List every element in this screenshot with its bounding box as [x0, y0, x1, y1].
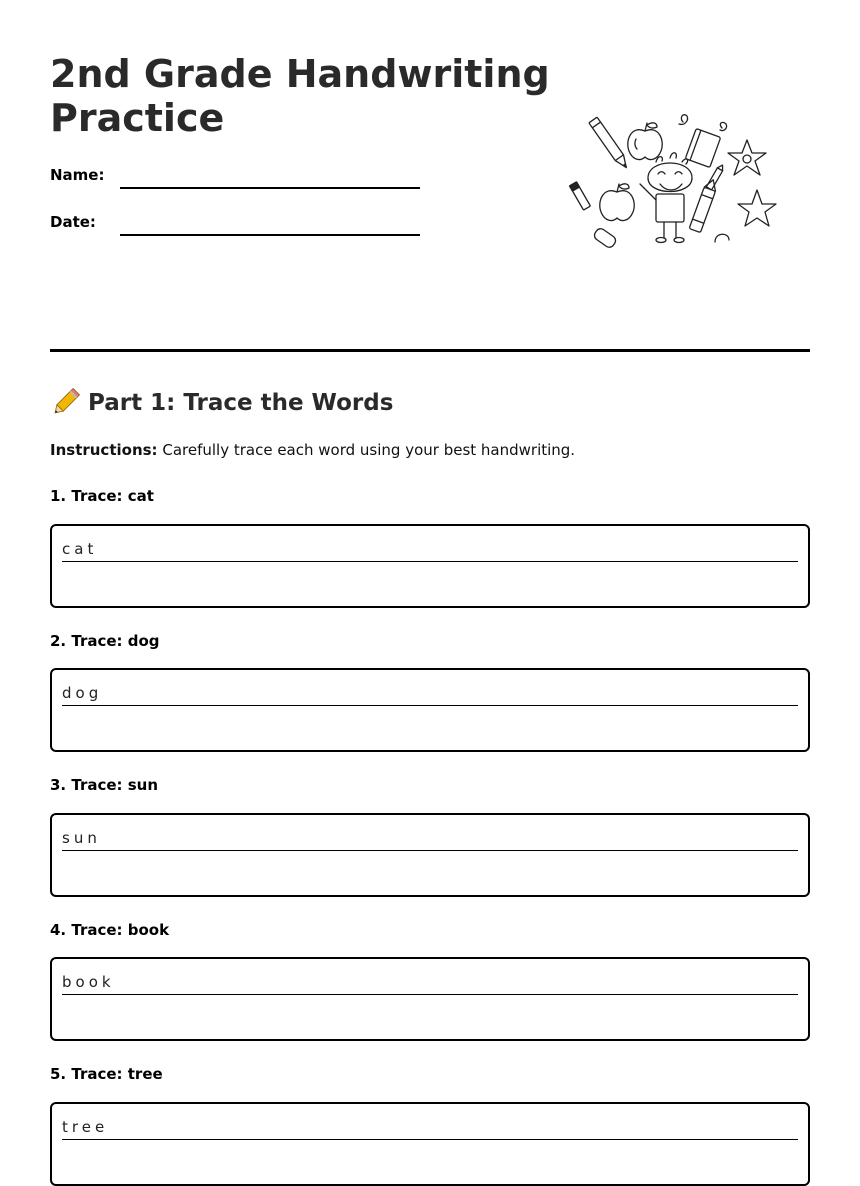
guide-line	[62, 994, 798, 995]
guide-line	[62, 850, 798, 851]
instructions	[50, 441, 575, 459]
instructions-text: Carefully trace each word using your best handwriting.	[162, 441, 576, 459]
trace-word: dog	[62, 684, 103, 702]
trace-item-label: 1. Trace: cat	[50, 487, 154, 505]
guide-line	[62, 705, 798, 706]
trace-word: cat	[62, 540, 98, 558]
instructions-label: Instructions:	[50, 441, 158, 459]
name-label: Name:	[50, 166, 105, 184]
guide-line	[62, 561, 798, 562]
section-divider	[50, 349, 810, 352]
school-doodle-clipart-icon	[565, 108, 780, 268]
trace-word: tree	[62, 1118, 109, 1136]
trace-item-label: 2. Trace: dog	[50, 632, 160, 650]
trace-item-label: 5. Trace: tree	[50, 1065, 163, 1083]
trace-box-cat[interactable]	[50, 524, 810, 608]
trace-item-label: 3. Trace: sun	[50, 776, 159, 794]
part1-title: Part 1: Trace the Words	[88, 390, 394, 416]
trace-word: book	[62, 973, 115, 991]
pencil-icon	[50, 388, 80, 418]
name-field-line[interactable]	[120, 187, 420, 189]
page-title: 2nd Grade Handwriting Practice	[50, 52, 550, 140]
trace-word: sun	[62, 829, 101, 847]
guide-line	[62, 1139, 798, 1140]
trace-box-sun[interactable]	[50, 813, 810, 897]
trace-box-tree[interactable]	[50, 1102, 810, 1186]
date-field-line[interactable]	[120, 234, 420, 236]
part1-heading	[50, 388, 393, 418]
trace-box-book[interactable]	[50, 957, 810, 1041]
trace-box-dog[interactable]	[50, 668, 810, 752]
date-label: Date:	[50, 213, 96, 231]
trace-item-label: 4. Trace: book	[50, 921, 170, 939]
